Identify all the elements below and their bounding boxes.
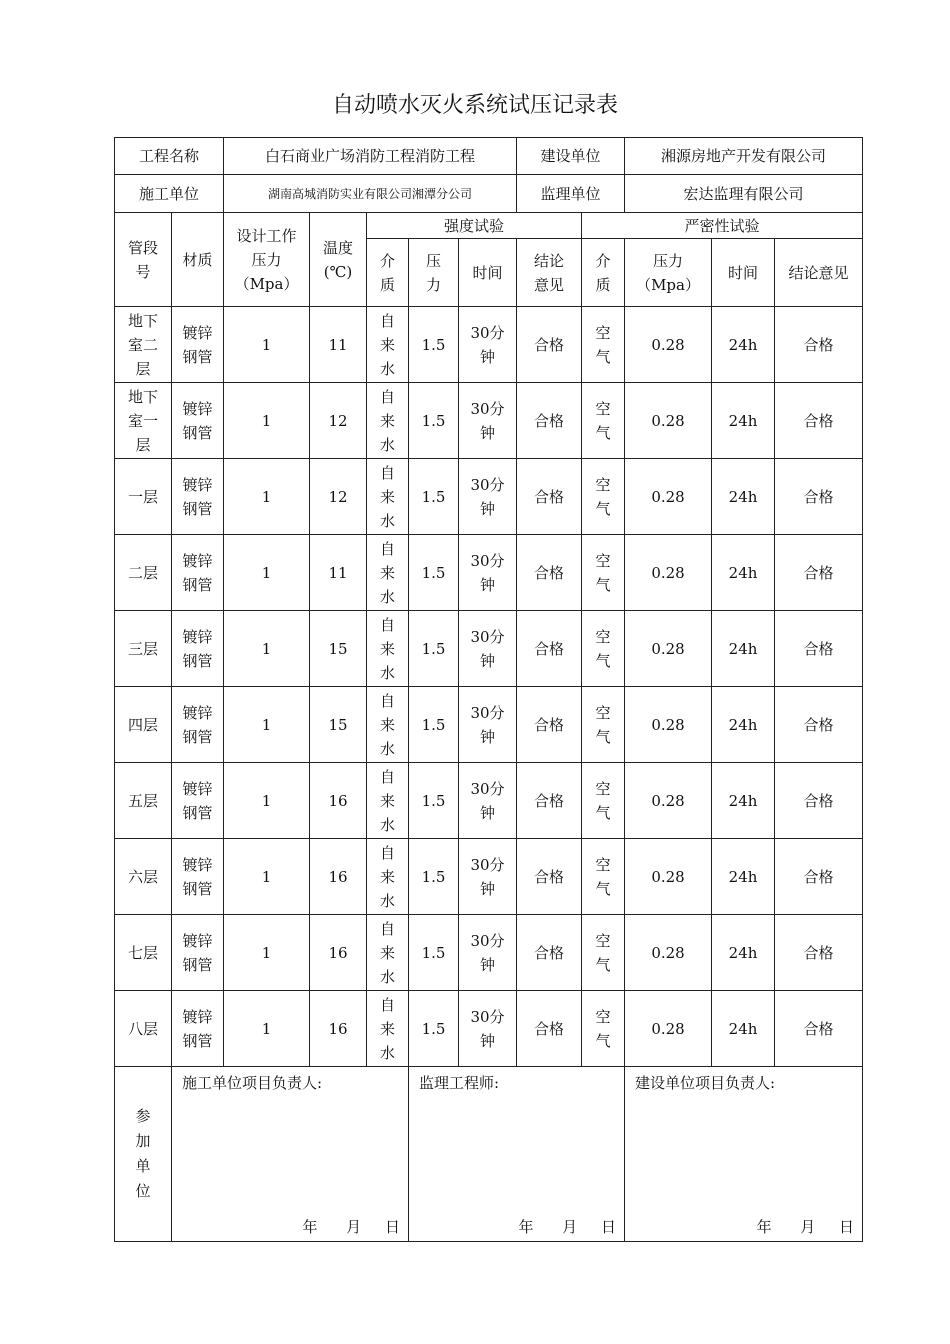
conclusion-cell: 合格 xyxy=(517,535,582,611)
tight-time-cell: 24h xyxy=(712,307,775,383)
segment-header: 管段号 xyxy=(115,213,172,307)
date-month: 月 xyxy=(800,1218,816,1236)
time-cell: 30分钟 xyxy=(459,535,517,611)
segment-cell: 一层 xyxy=(115,459,172,535)
tight-pressure-header xyxy=(625,239,712,307)
conclusion-cell: 合格 xyxy=(517,991,582,1067)
time-cell: 30分钟 xyxy=(459,383,517,459)
date-day: 日 xyxy=(385,1218,401,1236)
tight-pressure-label: 压力 xyxy=(653,251,684,270)
date-year: 年 xyxy=(302,1218,318,1236)
builder-signature-box[interactable] xyxy=(625,1067,863,1242)
pressure-cell: 1.5 xyxy=(409,915,459,991)
tight-conclusion-header: 结论意见 xyxy=(775,239,863,307)
material-cell: 镀锌钢管 xyxy=(172,763,224,839)
segment-cell: 六层 xyxy=(115,839,172,915)
tight-conclusion-cell: 合格 xyxy=(775,839,863,915)
table-row xyxy=(115,611,863,687)
tightness-test-header: 严密性试验 xyxy=(582,213,863,239)
temperature-cell: 16 xyxy=(310,839,367,915)
date-year: 年 xyxy=(518,1218,534,1236)
info-row-2 xyxy=(115,175,863,213)
conclusion-cell: 合格 xyxy=(517,763,582,839)
temperature-unit: (℃) xyxy=(323,262,353,281)
tight-medium-cell: 空气 xyxy=(582,307,625,383)
contractor-sign-date xyxy=(303,1215,401,1239)
supervisor-engineer-label: 监理工程师: xyxy=(419,1074,500,1092)
material-cell: 镀锌钢管 xyxy=(172,991,224,1067)
tight-medium-cell: 空气 xyxy=(582,383,625,459)
time-cell: 30分钟 xyxy=(459,307,517,383)
material-cell: 镀锌钢管 xyxy=(172,459,224,535)
design-pressure-cell: 1 xyxy=(224,535,310,611)
tight-pressure-unit: （Mpa） xyxy=(636,275,700,294)
medium-cell: 自来水 xyxy=(367,611,409,687)
material-cell: 镀锌钢管 xyxy=(172,383,224,459)
conclusion-cell: 合格 xyxy=(517,459,582,535)
table-row xyxy=(115,383,863,459)
temperature-cell: 16 xyxy=(310,915,367,991)
material-cell: 镀锌钢管 xyxy=(172,915,224,991)
time-cell: 30分钟 xyxy=(459,611,517,687)
tight-time-cell: 24h xyxy=(712,383,775,459)
conclusion-cell: 合格 xyxy=(517,307,582,383)
tight-medium-cell: 空气 xyxy=(582,459,625,535)
participants-label: 参加单位 xyxy=(115,1067,172,1242)
tight-pressure-cell: 0.28 xyxy=(625,763,712,839)
tight-medium-cell: 空气 xyxy=(582,991,625,1067)
time-cell: 30分钟 xyxy=(459,991,517,1067)
tight-medium-cell: 空气 xyxy=(582,763,625,839)
time-cell: 30分钟 xyxy=(459,915,517,991)
segment-cell: 四层 xyxy=(115,687,172,763)
tight-time-cell: 24h xyxy=(712,535,775,611)
date-month: 月 xyxy=(346,1218,362,1236)
design-pressure-cell: 1 xyxy=(224,991,310,1067)
time-cell: 30分钟 xyxy=(459,459,517,535)
material-cell: 镀锌钢管 xyxy=(172,611,224,687)
supervisor-label: 监理单位 xyxy=(517,175,625,213)
pressure-cell: 1.5 xyxy=(409,687,459,763)
tight-pressure-cell: 0.28 xyxy=(625,915,712,991)
material-cell: 镀锌钢管 xyxy=(172,687,224,763)
builder-manager-label: 建设单位项目负责人: xyxy=(635,1074,776,1092)
temperature-cell: 15 xyxy=(310,687,367,763)
design-pressure-cell: 1 xyxy=(224,459,310,535)
tight-pressure-cell: 0.28 xyxy=(625,839,712,915)
builder-label: 建设单位 xyxy=(517,138,625,175)
pressure-header: 压力 xyxy=(409,239,459,307)
temperature-cell: 11 xyxy=(310,535,367,611)
date-year: 年 xyxy=(756,1218,772,1236)
temperature-label: 温度 xyxy=(323,238,354,257)
project-name-value: 白石商业广场消防工程消防工程 xyxy=(224,138,517,175)
tight-pressure-cell: 0.28 xyxy=(625,535,712,611)
medium-cell: 自来水 xyxy=(367,915,409,991)
header-row-1 xyxy=(115,213,863,239)
medium-cell: 自来水 xyxy=(367,839,409,915)
design-pressure-cell: 1 xyxy=(224,611,310,687)
temperature-header xyxy=(310,213,367,307)
design-pressure-header xyxy=(224,213,310,307)
tight-conclusion-cell: 合格 xyxy=(775,383,863,459)
tight-time-cell: 24h xyxy=(712,839,775,915)
tight-conclusion-cell: 合格 xyxy=(775,915,863,991)
time-cell: 30分钟 xyxy=(459,763,517,839)
tight-time-header: 时间 xyxy=(712,239,775,307)
temperature-cell: 12 xyxy=(310,459,367,535)
time-cell: 30分钟 xyxy=(459,687,517,763)
design-pressure-cell: 1 xyxy=(224,915,310,991)
segment-cell: 七层 xyxy=(115,915,172,991)
segment-cell: 二层 xyxy=(115,535,172,611)
table-row xyxy=(115,687,863,763)
pressure-cell: 1.5 xyxy=(409,991,459,1067)
info-row-1 xyxy=(115,138,863,175)
contractor-signature-box[interactable] xyxy=(172,1067,409,1242)
date-day: 日 xyxy=(601,1218,617,1236)
supervisor-sign-date xyxy=(519,1215,617,1239)
strength-test-header: 强度试验 xyxy=(367,213,582,239)
tight-conclusion-cell: 合格 xyxy=(775,535,863,611)
table-row xyxy=(115,915,863,991)
temperature-cell: 16 xyxy=(310,991,367,1067)
material-header: 材质 xyxy=(172,213,224,307)
time-cell: 30分钟 xyxy=(459,839,517,915)
medium-cell: 自来水 xyxy=(367,535,409,611)
tight-medium-cell: 空气 xyxy=(582,611,625,687)
contractor-value: 湖南高城消防实业有限公司湘潭分公司 xyxy=(224,175,517,213)
supervisor-value: 宏达监理有限公司 xyxy=(625,175,863,213)
pressure-cell: 1.5 xyxy=(409,307,459,383)
page-title: 自动喷水灭火系统试压记录表 xyxy=(331,93,618,118)
tight-medium-cell: 空气 xyxy=(582,687,625,763)
temperature-cell: 11 xyxy=(310,307,367,383)
tight-time-cell: 24h xyxy=(712,763,775,839)
design-pressure-unit: （Mpa） xyxy=(234,274,299,293)
medium-cell: 自来水 xyxy=(367,687,409,763)
segment-cell: 八层 xyxy=(115,991,172,1067)
pressure-cell: 1.5 xyxy=(409,459,459,535)
material-cell: 镀锌钢管 xyxy=(172,839,224,915)
medium-header: 介质 xyxy=(367,239,409,307)
medium-cell: 自来水 xyxy=(367,383,409,459)
project-name-label: 工程名称 xyxy=(115,138,224,175)
design-pressure-cell: 1 xyxy=(224,763,310,839)
pressure-cell: 1.5 xyxy=(409,383,459,459)
tight-conclusion-cell: 合格 xyxy=(775,459,863,535)
medium-cell: 自来水 xyxy=(367,991,409,1067)
conclusion-header: 结论意见 xyxy=(517,239,582,307)
tight-conclusion-cell: 合格 xyxy=(775,611,863,687)
pressure-test-table xyxy=(114,137,863,1242)
table-row xyxy=(115,307,863,383)
tight-conclusion-cell: 合格 xyxy=(775,687,863,763)
medium-cell: 自来水 xyxy=(367,763,409,839)
tight-medium-cell: 空气 xyxy=(582,839,625,915)
tight-pressure-cell: 0.28 xyxy=(625,991,712,1067)
signature-row xyxy=(115,1067,863,1242)
segment-cell: 地下室一层 xyxy=(115,383,172,459)
design-pressure-cell: 1 xyxy=(224,839,310,915)
time-header: 时间 xyxy=(459,239,517,307)
temperature-cell: 15 xyxy=(310,611,367,687)
table-row xyxy=(115,839,863,915)
supervisor-signature-box[interactable] xyxy=(409,1067,625,1242)
date-day: 日 xyxy=(839,1218,855,1236)
segment-cell: 地下室二层 xyxy=(115,307,172,383)
design-pressure-cell: 1 xyxy=(224,383,310,459)
tight-time-cell: 24h xyxy=(712,687,775,763)
temperature-cell: 12 xyxy=(310,383,367,459)
tight-time-cell: 24h xyxy=(712,991,775,1067)
contractor-manager-label: 施工单位项目负责人: xyxy=(182,1074,323,1092)
segment-cell: 五层 xyxy=(115,763,172,839)
table-row xyxy=(115,991,863,1067)
tight-conclusion-cell: 合格 xyxy=(775,991,863,1067)
material-cell: 镀锌钢管 xyxy=(172,307,224,383)
builder-value: 湘源房地产开发有限公司 xyxy=(625,138,863,175)
conclusion-cell: 合格 xyxy=(517,687,582,763)
contractor-label: 施工单位 xyxy=(115,175,224,213)
conclusion-cell: 合格 xyxy=(517,383,582,459)
design-pressure-cell: 1 xyxy=(224,307,310,383)
tight-conclusion-cell: 合格 xyxy=(775,307,863,383)
table-row xyxy=(115,763,863,839)
material-cell: 镀锌钢管 xyxy=(172,535,224,611)
table-row xyxy=(115,535,863,611)
tight-pressure-cell: 0.28 xyxy=(625,383,712,459)
builder-sign-date xyxy=(757,1215,855,1239)
tight-conclusion-cell: 合格 xyxy=(775,763,863,839)
tight-time-cell: 24h xyxy=(712,915,775,991)
pressure-cell: 1.5 xyxy=(409,763,459,839)
tight-time-cell: 24h xyxy=(712,459,775,535)
temperature-cell: 16 xyxy=(310,763,367,839)
segment-cell: 三层 xyxy=(115,611,172,687)
date-month: 月 xyxy=(562,1218,578,1236)
medium-cell: 自来水 xyxy=(367,307,409,383)
tight-time-cell: 24h xyxy=(712,611,775,687)
pressure-cell: 1.5 xyxy=(409,535,459,611)
design-pressure-cell: 1 xyxy=(224,687,310,763)
design-pressure-label: 设计工作压力 xyxy=(236,226,297,269)
medium-cell: 自来水 xyxy=(367,459,409,535)
tight-medium-cell: 空气 xyxy=(582,535,625,611)
tight-medium-cell: 空气 xyxy=(582,915,625,991)
pressure-cell: 1.5 xyxy=(409,839,459,915)
tight-pressure-cell: 0.28 xyxy=(625,611,712,687)
pressure-cell: 1.5 xyxy=(409,611,459,687)
tight-pressure-cell: 0.28 xyxy=(625,307,712,383)
conclusion-cell: 合格 xyxy=(517,915,582,991)
table-row xyxy=(115,459,863,535)
conclusion-cell: 合格 xyxy=(517,611,582,687)
tight-pressure-cell: 0.28 xyxy=(625,459,712,535)
tight-pressure-cell: 0.28 xyxy=(625,687,712,763)
tight-medium-header: 介质 xyxy=(582,239,625,307)
conclusion-cell: 合格 xyxy=(517,839,582,915)
